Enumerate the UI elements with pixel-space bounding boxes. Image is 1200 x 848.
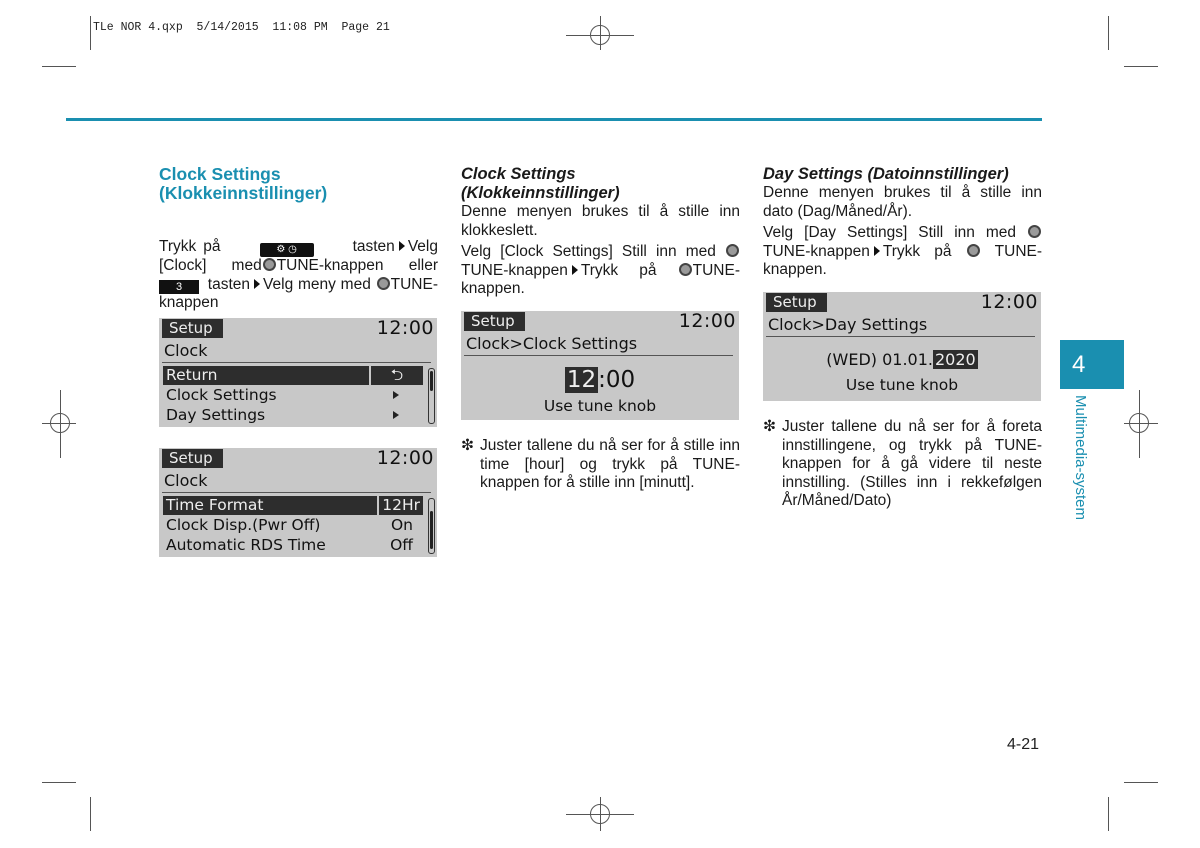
- instruction-text: Trykk på ⚙ ◷ tasten Velg [Clock] med TUNE-knappen eller 3 tasten Velg meny med TUNE-knappen: [159, 238, 438, 311]
- tune-knob-icon: [967, 244, 980, 257]
- column-2: [461, 165, 740, 299]
- menu-item-time-format[interactable]: Time Format 12Hr: [163, 496, 423, 515]
- section-heading: Clock Settings (Klokkeinnstillinger): [461, 165, 620, 202]
- scrollbar[interactable]: [428, 368, 435, 424]
- clock-disp-value: On: [390, 516, 413, 534]
- screen-title: Clock: [164, 471, 208, 490]
- screen-title: Clock>Clock Settings: [466, 334, 638, 353]
- date-setter[interactable]: (WED) 01.01. 2020: [826, 350, 976, 369]
- menu-item-rds-time[interactable]: Automatic RDS Time Off: [166, 536, 413, 554]
- section-heading: Day Settings (Datoinnstillinger): [763, 165, 1009, 183]
- instruction-text: Velg [Day Settings] Still inn med TUNE-knappen Trykk på TUNE-knappen.: [763, 224, 1043, 278]
- chevron-right-icon: [393, 411, 399, 419]
- file-info-header: TLe NOR 4.qxp 5/14/2015 11:08 PM Page 21: [93, 21, 390, 34]
- description-text: Denne menyen brukes til å stille inn dato (Dag/Måned/År).: [763, 184, 1042, 220]
- time-format-value: 12Hr: [377, 496, 423, 515]
- column-2-note: [461, 437, 740, 493]
- setup-clock-screen: [159, 318, 437, 427]
- note-text: ❇ Juster tallene du nå ser for å stille inn time [hour] og trykk på TUNE-knappen for å stille inn [minutt].: [461, 437, 740, 491]
- screen-title: Clock: [164, 341, 208, 360]
- hour-value[interactable]: 12: [566, 367, 597, 393]
- instruction-text: Velg [Clock Settings] Still inn med TUNE-knappen Trykk på TUNE-knappen.: [461, 243, 740, 297]
- scrollbar[interactable]: [428, 498, 435, 554]
- screen-clock: 12:00: [376, 318, 434, 339]
- page-number: 4-21: [1007, 736, 1040, 753]
- description-text: Denne menyen brukes til å stille inn klokkeslett.: [461, 203, 740, 239]
- rds-time-value: Off: [390, 536, 413, 554]
- menu-item-clock-settings[interactable]: Clock Settings: [163, 386, 423, 405]
- chapter-tab: 4: [1060, 340, 1124, 389]
- return-icon: ⮌: [369, 366, 423, 385]
- section-heading: Clock Settings (Klokkeinnstillinger): [159, 164, 328, 203]
- setup-clock-options-screen: [159, 448, 437, 557]
- number-3-button: 3: [159, 280, 199, 294]
- time-setter[interactable]: 12:00: [566, 367, 636, 393]
- screen-clock: 12:00: [980, 292, 1038, 313]
- arrow-icon: [874, 246, 880, 256]
- column-1: [159, 165, 438, 313]
- tune-knob-icon: [263, 258, 276, 271]
- screen-tag: Setup: [464, 312, 525, 331]
- screen-tag: Setup: [162, 449, 223, 468]
- menu-item-return[interactable]: Return ⮌: [163, 366, 423, 385]
- screen-clock: 12:00: [376, 448, 434, 469]
- screen-title: Clock>Day Settings: [768, 315, 928, 334]
- chevron-right-icon: [393, 391, 399, 399]
- day-settings-screen: [763, 292, 1041, 401]
- column-3-note: [763, 418, 1042, 511]
- clock-settings-screen: [461, 311, 739, 420]
- hint-text: Use tune knob: [845, 376, 959, 394]
- screen-clock: 12:00: [678, 311, 736, 332]
- column-3: [763, 165, 1042, 280]
- tune-knob-icon: [726, 244, 739, 257]
- arrow-icon: [254, 279, 260, 289]
- menu-item-day-settings[interactable]: Day Settings: [163, 406, 423, 425]
- arrow-icon: [572, 265, 578, 275]
- tune-knob-icon: [377, 277, 390, 290]
- menu-item-clock-disp[interactable]: Clock Disp.(Pwr Off) On: [166, 516, 413, 534]
- note-text: ❇ Juster tallene du nå ser for å foreta innstillingene, og trykk på TUNE-knappen for å gå videre til neste innstilling. (Stilles inn i rekkefølgen År/Måned/Dato): [763, 418, 1042, 509]
- year-value[interactable]: 2020: [935, 350, 976, 369]
- tune-knob-icon: [679, 263, 692, 276]
- minute-value[interactable]: 00: [605, 367, 636, 393]
- section-side-label: Multimedia-system: [1072, 395, 1089, 521]
- hint-text: Use tune knob: [543, 397, 657, 415]
- top-rule: [66, 118, 1042, 121]
- tune-knob-icon: [1028, 225, 1041, 238]
- note-symbol-icon: ❇: [461, 437, 474, 454]
- screen-tag: Setup: [162, 319, 223, 338]
- arrow-icon: [399, 241, 405, 251]
- note-symbol-icon: ❇: [763, 418, 776, 435]
- screen-tag: Setup: [766, 293, 827, 312]
- setup-button: ⚙ ◷: [260, 243, 314, 257]
